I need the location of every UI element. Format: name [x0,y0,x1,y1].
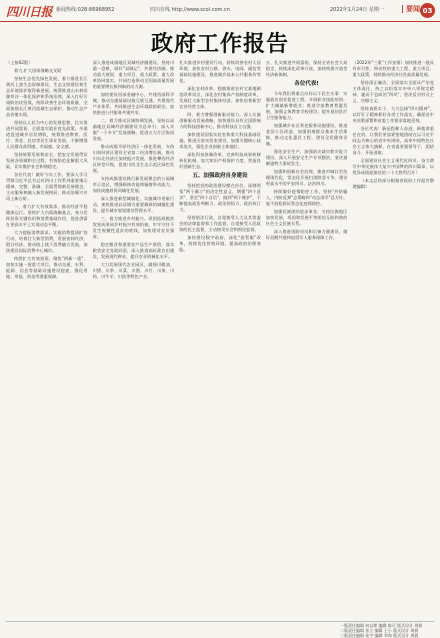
page-headline: 政府工作报告 [150,31,289,57]
article-paragraph: （上接02版） [6,60,33,65]
section-label: 要闻 [402,5,420,13]
section-subhead: 各位代表! [294,81,319,87]
article-paragraph: 加强城乡社区养老服务设施建设，推进老旧小区改造，加强困难群众基本生活保障，推动文化惠民工程，建设全民健身设施。 [265,123,348,146]
article-paragraph: 加强民族团结进步事业，支持民族地区加快发展，巩固和发展平等团结互助和谐的社会主义民族关系。 [265,209,348,226]
article-paragraph: 着力,扩大国家战略交叉联 [14,68,62,73]
newspaper-logo: 四川日报 [6,5,53,19]
article-paragraph: 坚持清正廉洁，全面落实全面从严治党主体责任，持之以恒落实中央八项规定精神，驰而不息纠治"四风"，坚决反对形式主义、官僚主义。 [352,80,434,103]
masthead [0,0,440,22]
article-paragraph: 深化农村改革，稳慎推进农村宅基地制度改革试点，深化农村集体产权制度改革，发展壮大新型农村集体经济，加快培育新型农业经营主体。 [179,86,261,109]
article-columns [6,60,434,618]
article-paragraph: 五、扎实推进共同富裕，保持全省社会大局稳定。持续深化改革开放，加快构建开放型经济新体制。 [265,60,348,77]
credit-line: 二版责任编辑 张立 编辑 王小 版式设计 周润 [340,628,419,633]
footer-divider [6,621,434,622]
article-paragraph: 深入推进新型城镇化，实施城市更新行动，加快推进以县城为重要载体的城镇化建设，提升城市规划建设管理水平。 [92,196,175,213]
editor-credits [340,623,434,638]
article-paragraph: （2022年"三重"工作安排）加快推进一批具有牵引性、带动性的重大工程、重大项目、重大政策，持续推动经济社会高质量发展。 [352,60,434,77]
article-paragraph: 坚持把党的政治建设摆在首位，深刻领悟"两个确立"的决定性意义，增强"四个意识"、坚定"四个自信"、做到"两个维护"，不断提高政治判断力、政治领悟力、政治执行力。 [179,183,261,212]
page-number-badge: 03 [420,3,435,18]
article-column-4 [266,60,348,618]
article-paragraph: 推动成都平原经济区一体化发展，支持川南经济区建设全省第二经济增长极，推动川东北经济区加快振兴发展，推进攀西经济区转型升级，促进川西北生态示范区绿色发展。 [92,144,175,173]
article-paragraph: 强化安全生产，加强防灾减灾救灾能力建设，深入开展安全生产专项整治，坚决遏制重特大事故发生。 [265,149,348,166]
article-paragraph: 持续扩大有效投资。聚焦"两新一重"，加快实施一批重大项目，推动交通、水利、能源、信息等基础设施建设提速，强化用地、用能、资金等要素保障。 [6,256,88,279]
article-paragraph: 大力提振消费需求。实施消费提质扩容行动，培育壮大新型消费，发展夜间经济、假日经济，推动线上线下消费融合发展，加快建设国际消费中心城市。 [6,230,88,253]
article-paragraph: 全面建设社会主义现代化四川，奋力谱写中华民族伟大复兴中国梦的四川篇章，以优异成绩迎接党的二十大胜利召开！ [352,158,434,175]
credit-line: 一版责任编辑 何以理 编辑 陈可 版式设计 周润 [340,623,423,628]
article-paragraph: 二、着力推动区域协调发展。坚持以成渝地区双城经济圈建设为总牵引，深入实施"一干多支"发展战略，促进五大片区协同发展。 [92,118,175,141]
article-column-3 [179,60,261,618]
article-paragraph: 坚持生态优先绿色发展，着力推进长江黄河上游生态屏障建设，生态文明建设和生态环境保护取得新进展。统筹推进山水林田湖草沙一体化保护和系统治理，深入打好污染防治攻坚战，持续改善生态环境质量，全面加强长江黄河流域生态保护，推动生态产品价值实现。 [6,76,88,117]
article-paragraph: 各位代表！做好今年工作，要深入学习贯彻习近平总书记对四川工作系列重要指示精神，完整、准确、全面贯彻新发展理念，主动服务和融入新发展格局，推动治蜀兴川再上新台阶。 [6,172,88,201]
article-paragraph: 坚持统筹发展和安全，把安全发展贯穿发展各领域和全过程，有效防范化解重大风险，切实维护社会和谐稳定。 [6,152,88,169]
website-link[interactable]: 四川在线 http://www.scol.com.cn [150,7,230,13]
article-paragraph: 坚持真抓实干，大力弘扬"四川精神"，以钉钉子精神抓好各项工作落实，确保党中央决策部署和省委工作要求落地见效。 [352,106,434,123]
article-paragraph: 一、着力扩大有效需求，推动经济平稳健康运行。坚持扩大内需战略基点，充分发挥投资关键作用和消费基础作用，促进供需在更高水平上实现动态平衡。 [6,204,88,227]
section-subhead: 五、加强政府自身建设 [192,173,248,179]
article-paragraph: 三、着力推进乡村振兴。巩固拓展脱贫攻坚成果同乡村振兴有效衔接，牢牢守住不发生规模性返贫的底线，加快建设农业强省。 [92,216,175,239]
article-paragraph: 深入推进国防动员和后备力量建设，做好双拥共建和退役军人服务保障工作。 [265,229,348,240]
news-hotline: 新闻热线:028-86968952 [56,7,115,13]
article-paragraph: 扎实推进乡村建设行动，持续改善农村人居环境，加快农村公路、供水、电网、通信等基础设施建设，推进城乡基本公共服务均等化。 [179,60,261,83]
article-paragraph: 坚持依法行政，自觉接受人大及其常委会的法律监督和工作监督，自觉接受人民政协的民主监督，主动接受社会和舆论监督。 [179,215,261,232]
publication-date: 2022年1月24日 星期一 [330,7,384,13]
article-paragraph: 深化科技体制改革，完善科技成果转移转化机制，加大知识产权保护力度，营造良好创新生态。 [179,152,261,169]
article-column-1 [6,60,88,618]
article-paragraph: 加快建设国家实验室和重大科技基础设施，推进天府实验室建设，加强关键核心技术攻关，强化企业创新主体地位。 [179,132,261,149]
article-paragraph: 支持成都建设践行新发展理念的公园城市示范区，增强极核功能和辐射带动能力，加快成德眉资同城化发展。 [92,176,175,193]
article-paragraph: 各位代表！新征程催人奋进，新使命重任在肩。让我们更加紧密地团结在以习近平同志为核心的党中央周围，高举中国特色社会主义伟大旗帜，在省委坚强领导下，团结奋斗、开拓进取。 [352,126,434,155]
article-paragraph: 加快建设西部金融中心，共建西部科学城，推动交通基础设施互联互通，共建现代产业体系，共同推进生态环境联防联治，加快推进公共服务共建共享。 [92,92,175,115]
article-column-2 [93,60,175,618]
article-paragraph: 大力发展现代农业园区，做强川粮油、川猪、川茶、川菜、川酒、川竹、川果、川药、川牛羊、川鱼等特色产业。 [92,262,175,279]
article-paragraph: 今年我们将重点办好以下民生实事：实施就业创业促进工程，开展职业技能培训，扩大城镇新增就业；推进学前教育普惠发展，加强义务教育学校建设；提升基层医疗卫生服务能力。 [265,91,348,120]
article-paragraph: 加快建设数字政府，深化"放管服"改革，持续优化营商环境，提高政府治理效能。 [179,235,261,252]
credit-line: 三版责任编辑 张宇 编辑 李海 版式设计 周润 [340,633,419,638]
article-paragraph: 持续做好疫情防控工作，坚持"外防输入、内防反弹"总策略和"动态清零"总方针，毫不放松抓好常态化疫情防控。 [265,189,348,206]
article-paragraph: 坚持以人民为中心的发展思想，扎实推进共同富裕，全面落实就业优先政策，多渠道促进城乡居民增收，统筹推进教育、医疗、养老、住房等民生事业发展，不断增强人民群众获得感、幸福感、安全感。 [6,120,88,149]
article-column-5 [352,60,434,618]
article-paragraph: 四、着力增强创新驱动能力。深入实施创新驱动发展战略，加快建设具有全国影响力的科技创新中心，推动科技自立自强。 [179,112,261,129]
article-paragraph: （本文总结部分根据省政府工作报告整理编辑） [352,178,434,189]
article-paragraph: 深入推进成渝地区双城经济圈建设。坚持川渝一盘棋，唱好"双城记"，共建经济圈，推动重大规划、重大项目、重大政策、重大改革协同落实，共同打造带动全国高质量发展的重要增长极和新的动力源。 [92,60,175,89]
article-paragraph: 加强和创新社会治理，推进市域社会治理现代化，常态化开展扫黑除恶斗争，建设更高水平的平安四川、法治四川。 [265,169,348,186]
article-paragraph: 稳定粮食和重要农产品生产供给，落实粮食安全党政同责，深入推进高标准农田建设，发展现代种业，提升农业机械化水平。 [92,242,175,259]
